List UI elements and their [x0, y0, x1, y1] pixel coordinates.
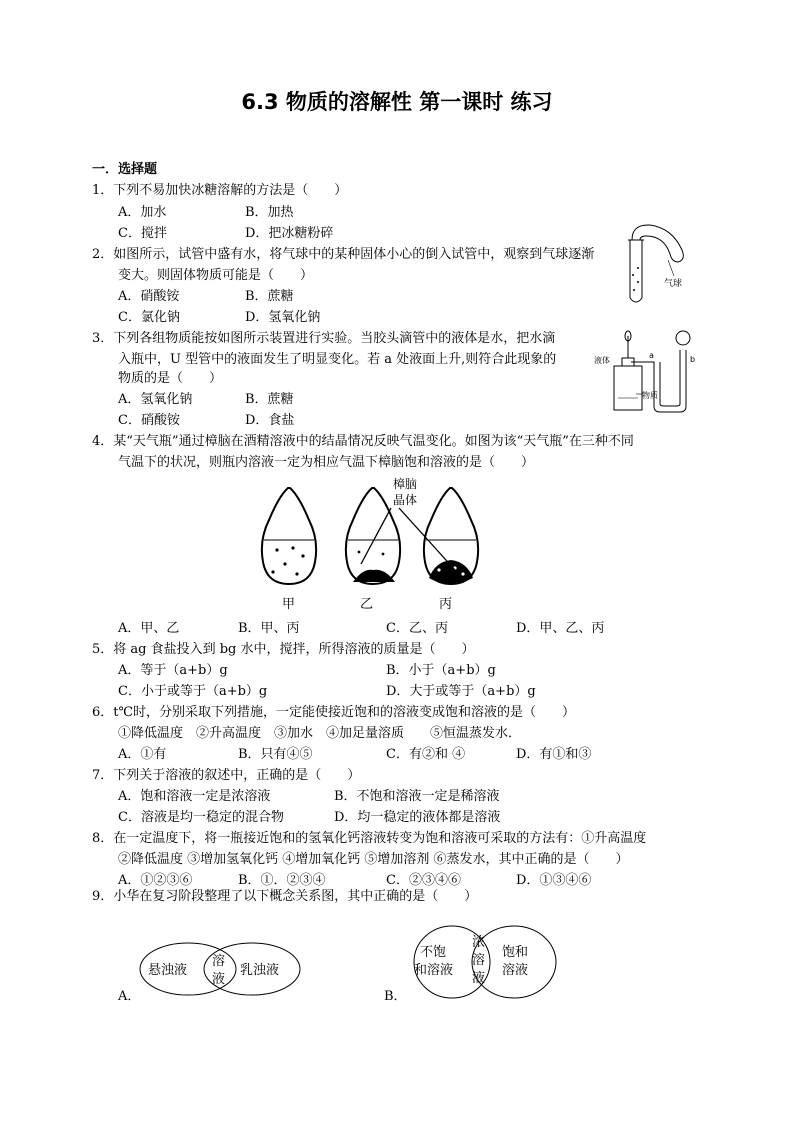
q3-option-a: A．氢氧化钠 [118, 392, 193, 407]
q8-option-c: C．②③④⑥ [386, 873, 461, 888]
q3-option-b: B．蔗糖 [245, 392, 294, 407]
q4-option-b: B．甲、丙 [238, 621, 300, 636]
q1-stem: 1．下列不易加快冰糖溶解的方法是（ ） [92, 183, 348, 198]
q5-option-a: A．等于（a+b）g [118, 663, 228, 678]
q4-stem-line2: 气温下的状况，则瓶内溶液一定为相应气温下樟脑饱和溶液的是（ ） [118, 455, 535, 470]
bottle-yi-label: 乙 [360, 597, 374, 612]
q5-option-c: C．小于或等于（a+b）g [118, 684, 268, 699]
unsaturated-label-2: 和溶液 [414, 963, 454, 978]
crystal-label: 晶体 [393, 493, 418, 507]
q4-option-d: D．甲、乙、丙 [516, 621, 605, 636]
label-b: b [690, 355, 696, 364]
q2-stem-line2: 变大。则固体物质可能是（ ） [118, 268, 314, 283]
q1-option-c: C．搅拌 [118, 226, 167, 241]
substance-label: 物质 [642, 391, 658, 400]
q6-option-c: C．有②和 ④ [386, 747, 466, 762]
q8-option-b: B．①．②③④ [238, 873, 326, 888]
q8-option-d: D．①③④⑥ [516, 873, 592, 888]
q4-stem-line1: 4．某“天气瓶”通过樟脑在酒精溶液中的结晶情况反映气温变化。如图为该“天气瓶”在三种不同 [92, 434, 634, 449]
emulsion-label: 乳浊液 [240, 963, 280, 978]
weather-bottle-figure [255, 474, 505, 614]
camphor-label: 樟脑 [393, 477, 418, 491]
liquid-label: 液体 [594, 356, 610, 365]
q8-option-a: A．①②③⑥ [118, 873, 193, 888]
test-tube-balloon-figure [620, 220, 700, 310]
q9-option-b: B． [384, 989, 407, 1004]
q7-stem: 7．下列关于溶液的叙述中，正确的是（ ） [92, 768, 361, 783]
q2-option-d: D．氢氧化钠 [245, 310, 321, 325]
q3-option-c: C．硝酸铵 [118, 413, 180, 428]
saturated-label-2: 溶液 [502, 963, 529, 978]
q6-conditions: ①降低温度 ②升高温度 ③加水 ④加足量溶质 ⑤恒温蒸发水． [118, 726, 522, 741]
q5-option-d: D．大于或等于（a+b）g [386, 684, 536, 699]
q6-option-d: D．有①和③ [516, 747, 592, 762]
q1-option-d: D．把冰糖粉碎 [245, 226, 334, 241]
concept-diagram-a [136, 938, 306, 1000]
concept-diagram-b [410, 924, 560, 1000]
q1-option-a: A．加水 [118, 205, 167, 220]
concentrated-char2: 溶 [472, 953, 486, 968]
q1-option-b: B．加热 [245, 205, 294, 220]
q5-stem: 5．将 ag 食盐投入到 bg 水中，搅拌，所得溶液的质量是（ ） [92, 642, 475, 657]
q7-option-a: A．饱和溶液一定是浓溶液 [118, 789, 271, 804]
bottle-jia-label: 甲 [282, 597, 296, 612]
q6-stem: 6．t℃时，分别采取下列措施，一定能使接近饱和的溶液变成饱和溶液的是（ ） [92, 705, 576, 720]
q3-option-d: D．食盐 [245, 413, 295, 428]
q3-stem-line3: 物质的是（ ） [118, 371, 223, 386]
unsaturated-label-1: 不饱 [420, 945, 447, 960]
page-title: 6.3 物质的溶解性 第一课时 练习 [241, 90, 553, 114]
q2-option-a: A．硝酸铵 [118, 289, 180, 304]
q2-option-c: C．氯化钠 [118, 310, 180, 325]
bottle-bing-label: 丙 [439, 597, 453, 612]
q2-option-b: B．蔗糖 [245, 289, 294, 304]
q9-stem: 9．小华在复习阶段整理了以下概念关系图，其中正确的是（ ） [92, 889, 478, 904]
solution-char2: 液 [212, 972, 226, 987]
q3-stem-line1: 3．下列各组物质能按如图所示装置进行实验。当胶头滴管中的液体是水，把水滴 [92, 331, 556, 346]
q3-stem-line2: 入瓶中，U 型管中的液面发生了明显变化。若 a 处液面上升,则符合此现象的 [118, 352, 557, 367]
q6-option-b: B．只有④⑤ [238, 747, 313, 762]
q4-option-a: A．甲、乙 [118, 621, 180, 636]
q6-option-a: A．①有 [118, 747, 167, 762]
q4-option-c: C．乙、丙 [386, 621, 448, 636]
suspension-label: 悬浊液 [148, 963, 188, 978]
q8-stem-line1: 8．在一定温度下，将一瓶接近饱和的氢氧化钙溶液转变为饱和溶液可采取的方法有：①升高温度 [92, 831, 647, 846]
q7-option-d: D．均一稳定的液体都是溶液 [334, 810, 501, 825]
u-tube-apparatus-figure [594, 322, 704, 414]
q8-stem-line2: ②降低温度 ③增加氢氧化钙 ④增加氧化钙 ⑤增加溶剂 ⑥蒸发水，其中正确的是（ ） [118, 852, 629, 867]
solution-char1: 溶 [212, 954, 226, 969]
concentrated-char3: 液 [472, 971, 486, 986]
q5-option-b: B．小于（a+b）g [386, 663, 496, 678]
q7-option-b: B．不饱和溶液一定是稀溶液 [334, 789, 500, 804]
balloon-label: 气球 [664, 279, 683, 289]
saturated-label-1: 饱和 [502, 945, 529, 960]
q7-option-c: C．溶液是均一稳定的混合物 [118, 810, 284, 825]
q9-option-a: A． [118, 989, 141, 1004]
label-a: a [649, 351, 654, 360]
q2-stem-line1: 2．如图所示，试管中盛有水，将气球中的某种固体小心的倒入试管中，观察到气球逐渐 [92, 247, 595, 262]
concentrated-char1: 浓 [472, 935, 486, 950]
section-heading: 一．选择题 [92, 162, 158, 177]
